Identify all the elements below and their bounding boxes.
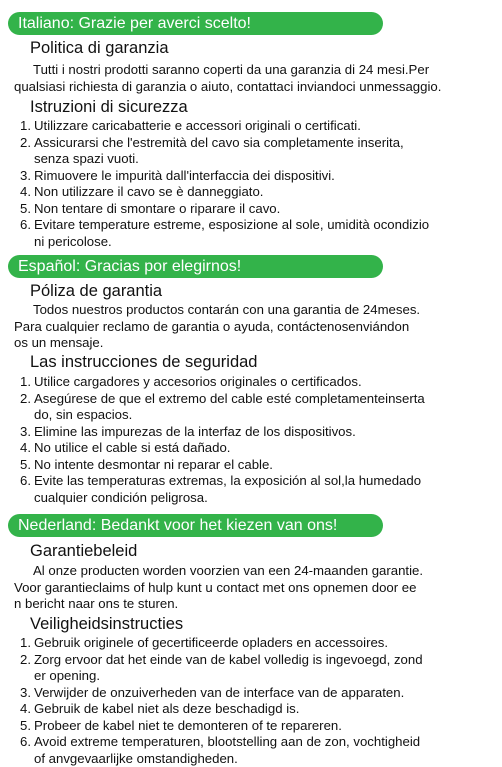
list-item: 6. Avoid extreme temperaturen, blootstelling aan de zon, vochtigheid of anvgevaarlijke omstandigheden.	[20, 734, 421, 766]
section-banner: Español: Gracias por elegirnos!	[8, 255, 383, 278]
list-item: 6. Evitare temperature estreme, esposizione al sole, umidità ocondizio ni pericolose.	[20, 217, 430, 249]
warranty-title: Póliza de garantia	[30, 282, 163, 300]
warranty-title: Politica di garanzia	[30, 39, 169, 57]
list-item: 6. Evite las temperaturas extremas, la exposición al sol,la humedado cualquier condición peligrosa.	[20, 473, 422, 505]
list-item: 4. No utilice el cable si está dañado.	[20, 440, 231, 455]
safety-list	[20, 118, 492, 250]
list-item: 4. Non utilizzare il cavo se è danneggiato.	[20, 184, 264, 199]
safety-title: Veiligheidsinstructies	[30, 615, 184, 633]
warranty-text: Tutti i nostri prodotti saranno coperti da una garanzia di 24 mesi.Per qualsiasi richiesta di garanzia o aiuto, contattaci inviandoci unmessaggio.	[14, 62, 442, 94]
list-item: 1. Utilice cargadores y accesorios originales o certificados.	[20, 374, 362, 389]
safety-title: Istruzioni di sicurezza	[30, 98, 188, 116]
warranty-title: Garantiebeleid	[30, 542, 138, 560]
list-item: 3. Elimine las impurezas de la interfaz de los dispositivos.	[20, 423, 356, 439]
warranty-text: Al onze producten worden voorzien van een 24-maanden garantie. Voor garantieclaims of hulp kunt u contact met ons opnemen door ee n bericht naar ons te sturen.	[14, 563, 424, 611]
list-item: 4. Gebruik de kabel niet als deze beschadigd is.	[20, 701, 300, 716]
section-banner: Italiano: Grazie per averci scelto!	[8, 12, 383, 35]
list-item: 2. Asegúrese de que el extremo del cable esté completamenteinserta do, sin espacios.	[20, 390, 425, 422]
list-item: 1. Utilizzare caricabatterie e accessori originali o certificati.	[20, 118, 361, 133]
safety-list	[20, 635, 492, 767]
list-item: 5. Probeer de kabel niet te demonteren of te repareren.	[20, 717, 342, 733]
list-item: 2. Assicurarsi che l'estremità del cavo sia completamente inserita, senza spazi vuoti.	[20, 134, 404, 166]
section-banner: Nederland: Bedankt voor het kiezen van ons!	[8, 514, 383, 537]
list-item: 3. Rimuovere le impurità dall'interfaccia dei dispositivi.	[20, 167, 335, 183]
safety-title: Las instrucciones de seguridad	[30, 353, 258, 371]
safety-list	[20, 374, 492, 506]
list-item: 5. Non tentare di smontare o riparare il cavo.	[20, 200, 281, 216]
list-item: 5. No intente desmontar ni reparar el cable.	[20, 456, 273, 472]
list-item: 3. Verwijder de onzuiverheden van de interface van de apparaten.	[20, 684, 405, 700]
list-item: 2. Zorg ervoor dat het einde van de kabel volledig is ingevoegd, zond er opening.	[20, 651, 423, 683]
list-item: 1. Gebruik originele of gecertificeerde opladers en accessoires.	[20, 635, 389, 650]
warranty-text: Todos nuestros productos contarán con una garantia de 24meses. Para cualquier reclamo de garantia o ayuda, contáctenosenviándon os un mensaje.	[14, 302, 421, 350]
